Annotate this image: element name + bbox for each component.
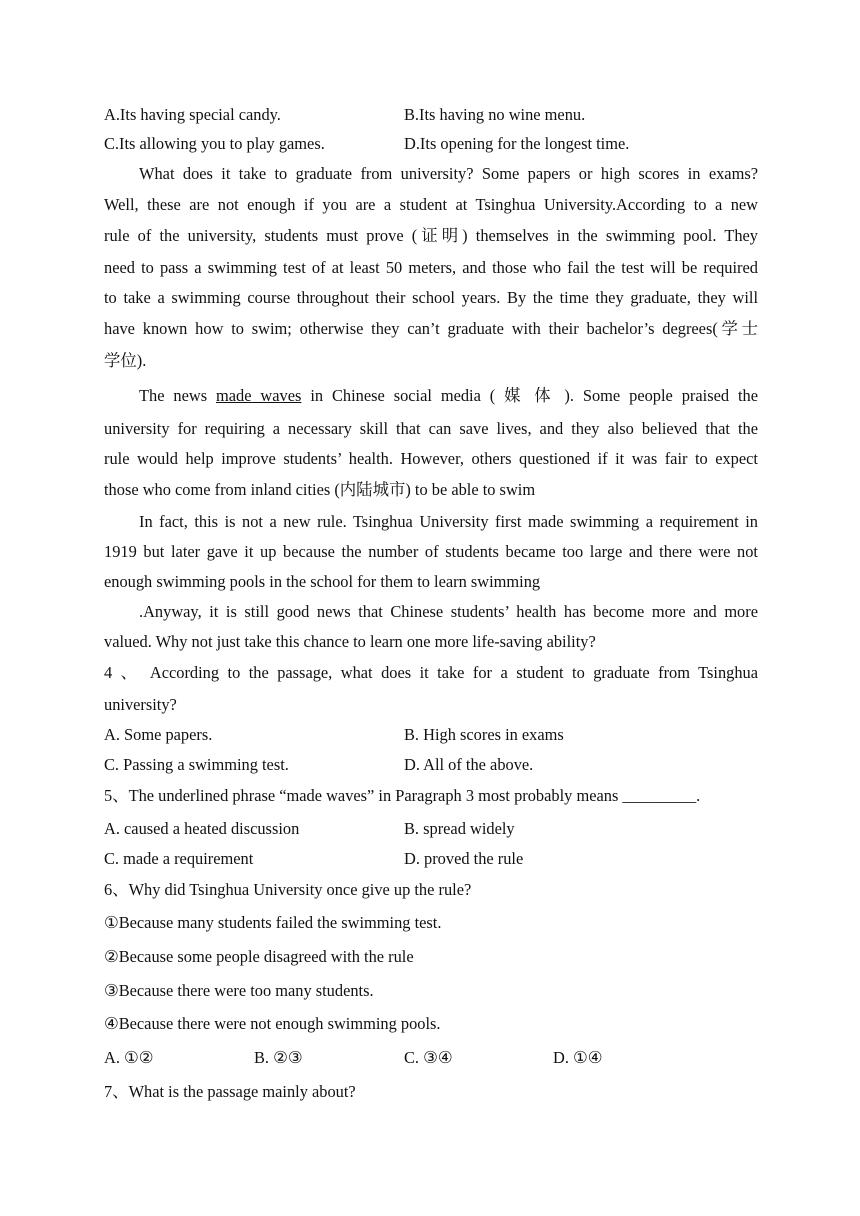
q6-option-c: C. ③④: [404, 1048, 453, 1067]
passage-line: have known how to swim; otherwise they can’t graduate with their bachelor’s degrees(学士: [104, 319, 758, 338]
prev-option-c: C.Its allowing you to play games.: [104, 134, 325, 153]
passage-line: those who come from inland cities (内陆城市) to be able to swim: [104, 480, 536, 499]
question-4-stem-cont: university?: [104, 695, 177, 714]
question-7-stem: 7、What is the passage mainly about?: [104, 1082, 356, 1101]
passage-line: 1919 but later gave it up because the number of students became too large and there were not: [104, 542, 758, 561]
passage-line: In fact, this is not a new rule. Tsinghua University first made swimming a requirement in: [139, 512, 758, 531]
q5-option-b: B. spread widely: [404, 819, 515, 838]
q4-option-a: A. Some papers.: [104, 725, 213, 744]
q6-statement-1: ①Because many students failed the swimming test.: [104, 913, 442, 932]
q4-option-b: B. High scores in exams: [404, 725, 564, 744]
q6-statement-2: ②Because some people disagreed with the rule: [104, 947, 414, 966]
passage-line: 学位).: [104, 351, 147, 370]
q5-option-c: C. made a requirement: [104, 849, 254, 868]
q4-option-c: C. Passing a swimming test.: [104, 755, 289, 774]
q6-statement-3: ③Because there were too many students.: [104, 981, 374, 1000]
question-4-stem: 4 、 According to the passage, what does it take for a student to graduate from Tsinghua: [104, 663, 758, 682]
passage-line: .Anyway, it is still good news that Chinese students’ health has become more and more: [139, 602, 758, 621]
passage-line: need to pass a swimming test of at least 50 meters, and those who fail the test will be required: [104, 258, 758, 277]
q5-option-d: D. proved the rule: [404, 849, 524, 868]
question-5-stem: 5、The underlined phrase “made waves” in Paragraph 3 most probably means _________.: [104, 786, 701, 805]
passage-line: What does it take to graduate from university? Some papers or high scores in exams?: [139, 164, 758, 183]
passage-text: in Chinese social media ( 媒 体 ). Some people praised the: [310, 386, 758, 405]
passage-line-with-underline: [139, 386, 758, 406]
q6-option-d: D. ①④: [553, 1048, 603, 1067]
passage-line: valued. Why not just take this chance to learn one more life-saving ability?: [104, 632, 596, 651]
underlined-phrase: made waves: [216, 386, 302, 405]
prev-option-d: D.Its opening for the longest time.: [404, 134, 630, 153]
q6-option-b: B. ②③: [254, 1048, 303, 1067]
passage-line: enough swimming pools in the school for them to learn swimming: [104, 572, 541, 591]
prev-option-b: B.Its having no wine menu.: [404, 105, 586, 124]
q6-statement-4: ④Because there were not enough swimming pools.: [104, 1014, 441, 1033]
q4-option-d: D. All of the above.: [404, 755, 534, 774]
q5-option-a: A. caused a heated discussion: [104, 819, 300, 838]
passage-line: rule would help improve students’ health. However, others questioned if it was fair to expect: [104, 449, 758, 468]
passage-line: rule of the university, students must prove (证明) themselves in the swimming pool. They: [104, 226, 758, 245]
passage-line: Well, these are not enough if you are a student at Tsinghua University.According to a new: [104, 195, 758, 214]
prev-option-a: A.Its having special candy.: [104, 105, 281, 124]
passage-line: university for requiring a necessary skill that can save lives, and they also believed that the: [104, 419, 758, 438]
question-6-stem: 6、Why did Tsinghua University once give up the rule?: [104, 880, 472, 899]
passage-line: to take a swimming course throughout their school years. By the time they graduate, they will: [104, 288, 758, 307]
passage-text: The news: [139, 386, 208, 405]
q6-option-a: A. ①②: [104, 1048, 154, 1067]
